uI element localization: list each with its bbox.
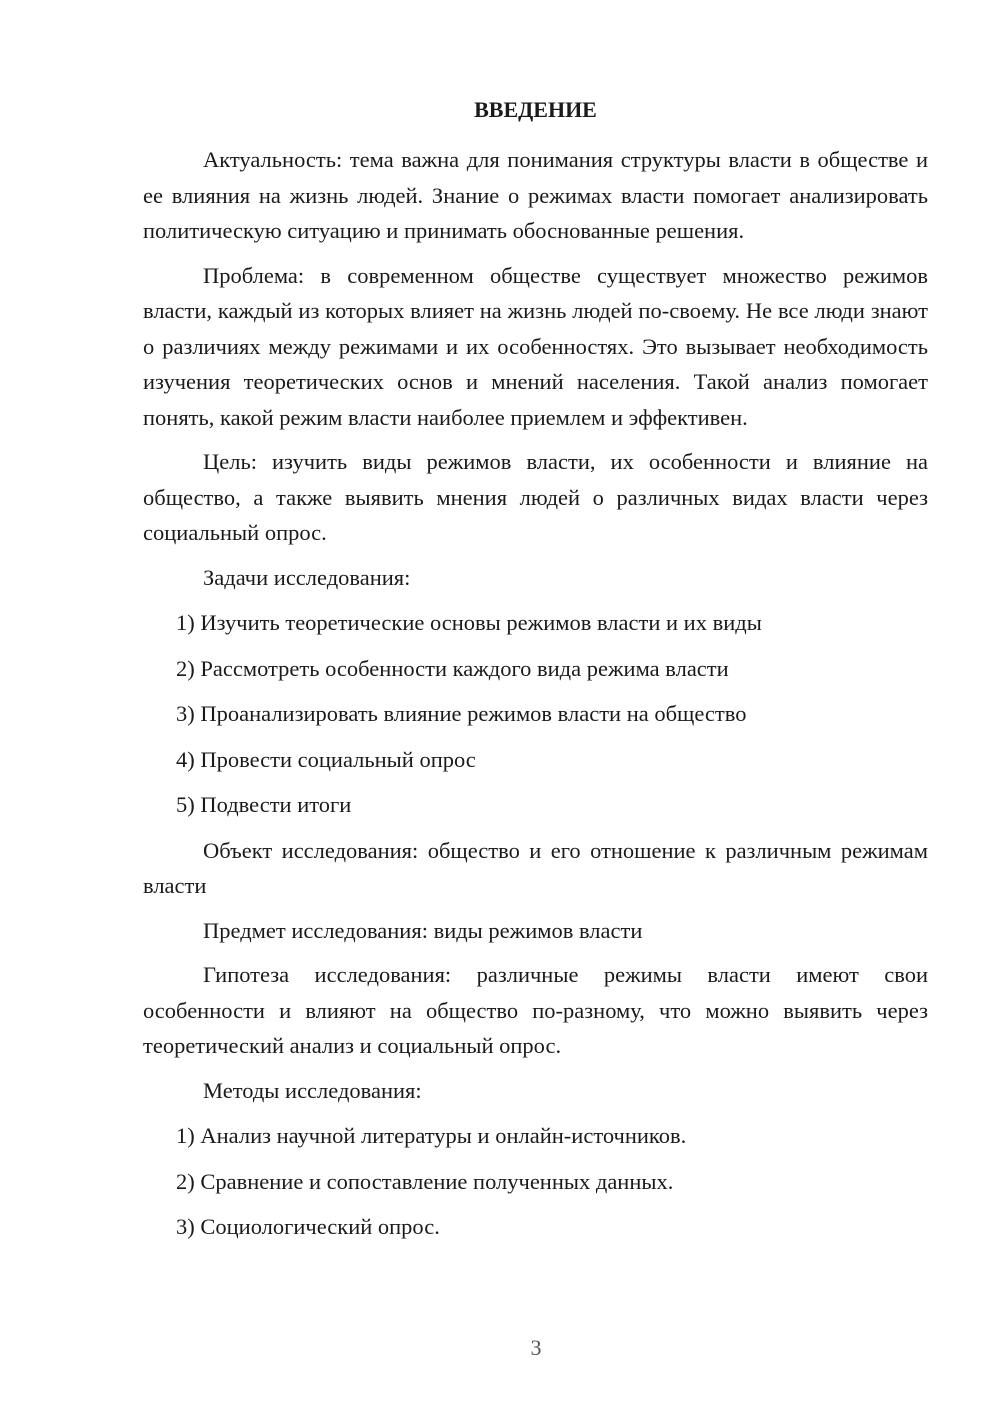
task-item: 4) Провести социальный опрос <box>176 746 476 772</box>
methods-list <box>143 1118 928 1245</box>
methods-heading: Методы исследования: <box>203 1077 422 1103</box>
page-number: 3 <box>530 1335 542 1360</box>
goal-paragraph: Цель: изучить виды режимов власти, их особенности и влияние на общество, а также выявить мнения людей о различных видах власти через социальный опрос. <box>143 449 928 545</box>
page-title: ВВЕДЕНИЕ <box>474 97 597 122</box>
task-item: 3) Проанализировать влияние режимов власти на общество <box>176 701 747 726</box>
method-item: 3) Социологический опрос. <box>176 1214 440 1239</box>
task-item: 2) Рассмотреть особенности каждого вида режима власти <box>176 655 729 681</box>
object-paragraph: Объект исследования: общество и его отношение к различным режимам власти <box>143 837 928 898</box>
problem-paragraph: Проблема: в современном обществе существует множество режимов власти, каждый из которых влияет на жизнь людей по-своему. Не все люди знают о различиях между режимами и их особенностях. Это вызывает необходимость изучения теоретических основ и мнений населения. Такой анализ помогает понять, какой режим власти наиболее приемлем и эффективен. <box>143 262 928 430</box>
relevance-paragraph: Актуальность: тема важна для понимания структуры власти в обществе и ее влияния на жизнь людей. Знание о режимах власти помогает анализировать политическую ситуацию и принимать обоснованные решения. <box>143 147 928 243</box>
document-page <box>143 94 928 1255</box>
subject-paragraph: Предмет исследования: виды режимов власти <box>203 917 643 943</box>
task-item: 1) Изучить теоретические основы режимов власти и их виды <box>176 610 762 635</box>
method-item: 2) Сравнение и сопоставление полученных данных. <box>176 1168 674 1194</box>
hypothesis-paragraph: Гипотеза исследования: различные режимы власти имеют свои особенности и влияют на общество по-разному, что можно выявить через теоретический анализ и социальный опрос. <box>143 962 928 1058</box>
method-item: 1) Анализ научной литературы и онлайн-источников. <box>176 1123 687 1148</box>
task-item: 5) Подвести итоги <box>176 792 352 817</box>
tasks-heading: Задачи исследования: <box>203 564 411 590</box>
tasks-list <box>143 605 928 823</box>
